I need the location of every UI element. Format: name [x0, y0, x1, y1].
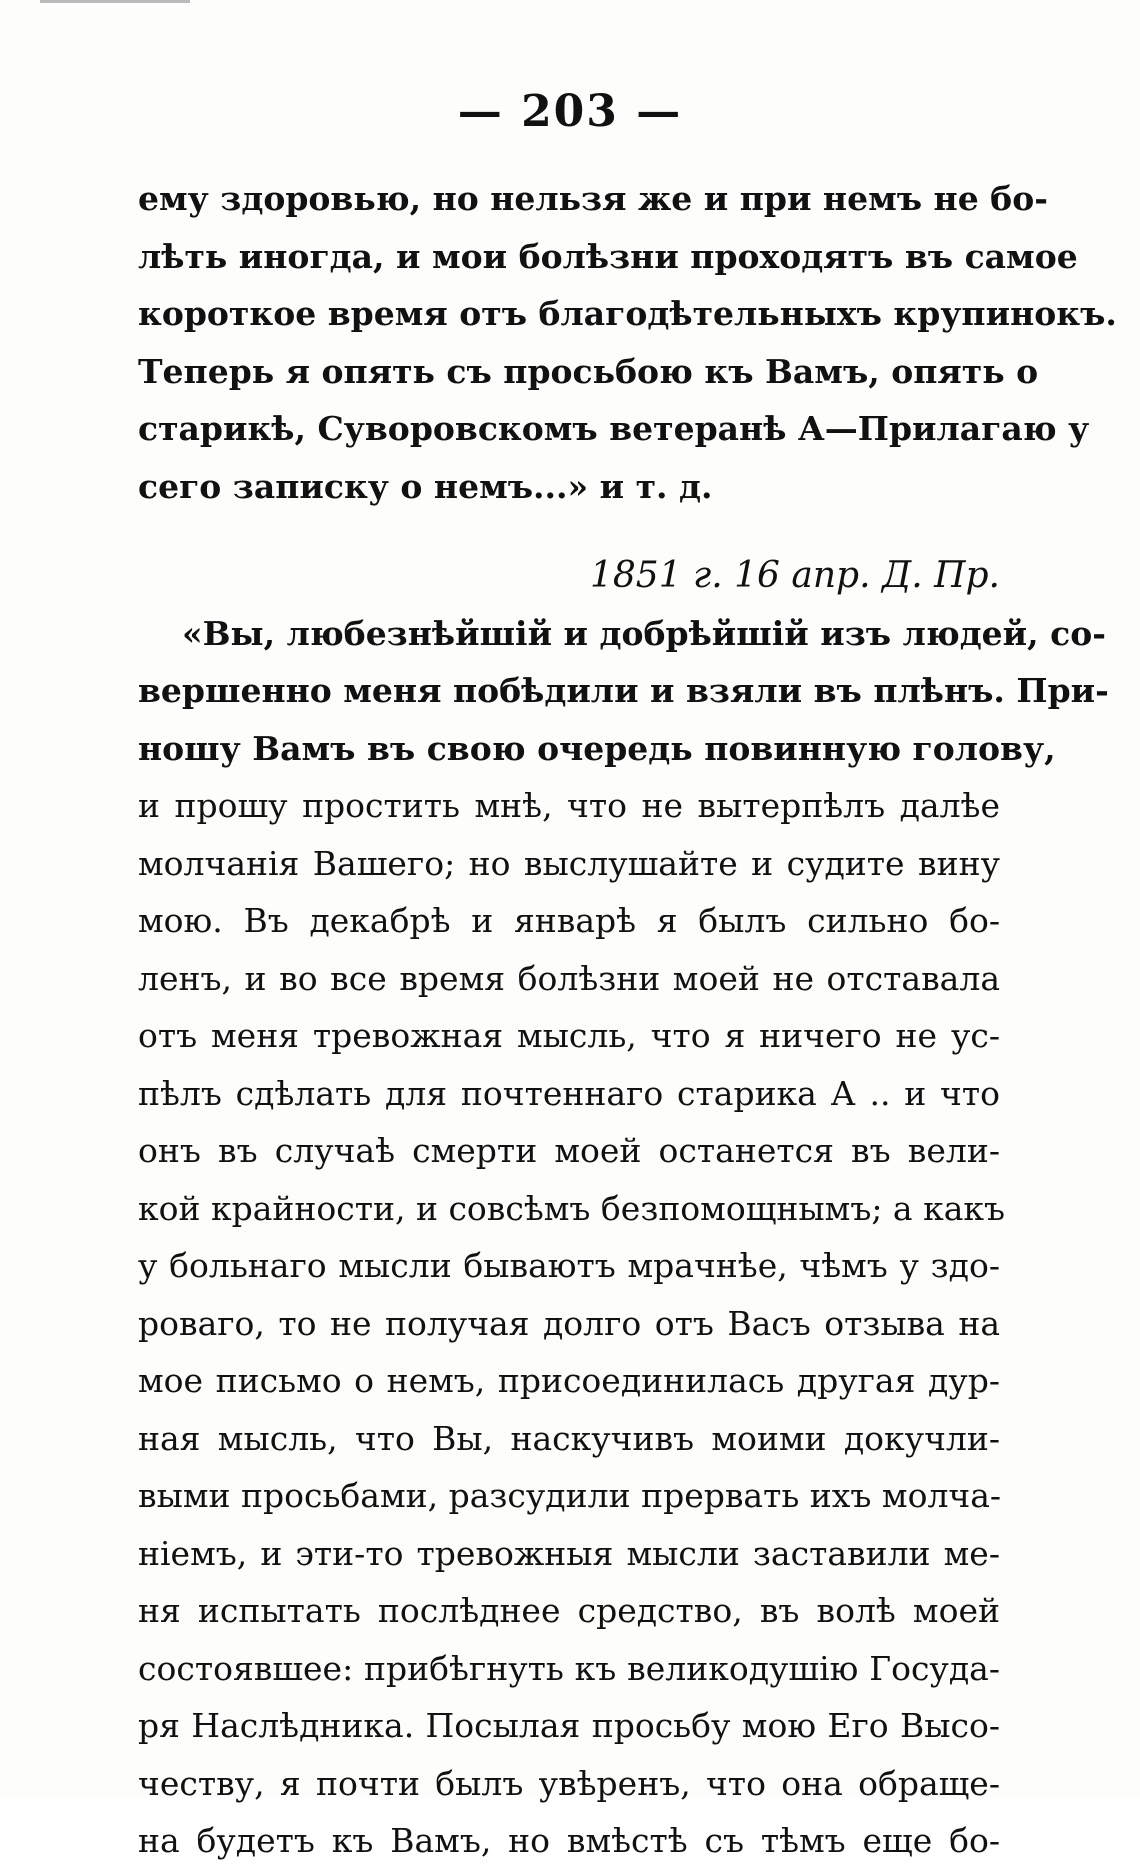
letter-line: выми просьбами, разсудили прервать ихъ молча-	[138, 1476, 1002, 1515]
letter-dateline	[138, 515, 1000, 605]
letter-line: мое письмо о немъ, присоединилась другая дур-	[138, 1361, 1000, 1400]
letter-line: ношу Вамъ въ свою очередь повинную голову,	[138, 728, 1056, 768]
letter-line: мою. Въ декабрѣ и январѣ я былъ сильно бо-	[138, 901, 1000, 940]
dateline-text: 1851 г. 16 апр. Д. Пр.	[589, 555, 1000, 596]
letter-line: отъ меня тревожная мысль, что я ничего не ус-	[138, 1016, 1000, 1055]
text-line: старикѣ, Суворовскомъ ветеранѣ А—Прилагаю у	[138, 409, 1090, 448]
letter-line: ніемъ, и эти-то тревожныя мысли заставили ме-	[138, 1533, 1000, 1573]
letter-line: честву, я почти былъ увѣренъ, что она обраще-	[138, 1763, 1000, 1803]
letter-line: и прошу простить мнѣ, что не вытерпѣлъ далѣе	[138, 786, 1000, 825]
letter-line: ленъ, и во все время болѣзни моей не отставала	[138, 958, 1000, 998]
scan-edge-mark	[40, 0, 190, 3]
letter-line: роваго, то не получая долго отъ Васъ отзыва на	[138, 1303, 1000, 1343]
letter-line: на будетъ къ Вамъ, но вмѣстѣ съ тѣмъ еще бо-	[138, 1821, 1000, 1860]
letter-line: «Вы, любезнѣйшій и добрѣйшій изъ людей, со-	[182, 613, 1106, 653]
text-line: короткое время отъ благодѣтельныхъ крупинокъ.	[138, 294, 1117, 333]
text-line: лѣть иногда, и мои болѣзни проходятъ въ самое	[138, 236, 1078, 276]
letter-line: ня испытать послѣднее средство, въ волѣ моей	[138, 1591, 1000, 1630]
letter-line: онъ въ случаѣ смерти моей останется въ вели-	[138, 1131, 1000, 1170]
letter-line: вершенно меня побѣдили и взяли въ плѣнъ. При-	[138, 671, 1109, 710]
letter-line: состоявшее: прибѣгнуть къ великодушію Госуда-	[138, 1648, 1000, 1688]
letter-line: кой крайности, и совсѣмъ безпомощнымъ; а какъ	[138, 1188, 1006, 1228]
text-line: Теперь я опять съ просьбою къ Вамъ, опять о	[138, 351, 1039, 391]
letter-line: ря Наслѣдника. Посылая просьбу мою Его Высо-	[138, 1706, 1000, 1745]
letter-line: ная мысль, что Вы, наскучивъ моими докучли-	[138, 1418, 1000, 1458]
page-body	[138, 170, 1117, 1870]
page-number: — 203 —	[457, 86, 683, 137]
text-line: сего записку о немъ...» и т. д.	[138, 466, 713, 506]
text-line: ему здоровью, но нельзя же и при немъ не бо-	[138, 179, 1048, 218]
letter-line: у больнаго мысли бываютъ мрачнѣе, чѣмъ у здо-	[138, 1246, 1000, 1285]
letter-line: молчанія Вашего; но выслушайте и судите вину	[138, 843, 1000, 883]
letter-line: пѣлъ сдѣлать для почтеннаго старика А .. и что	[138, 1073, 1000, 1113]
